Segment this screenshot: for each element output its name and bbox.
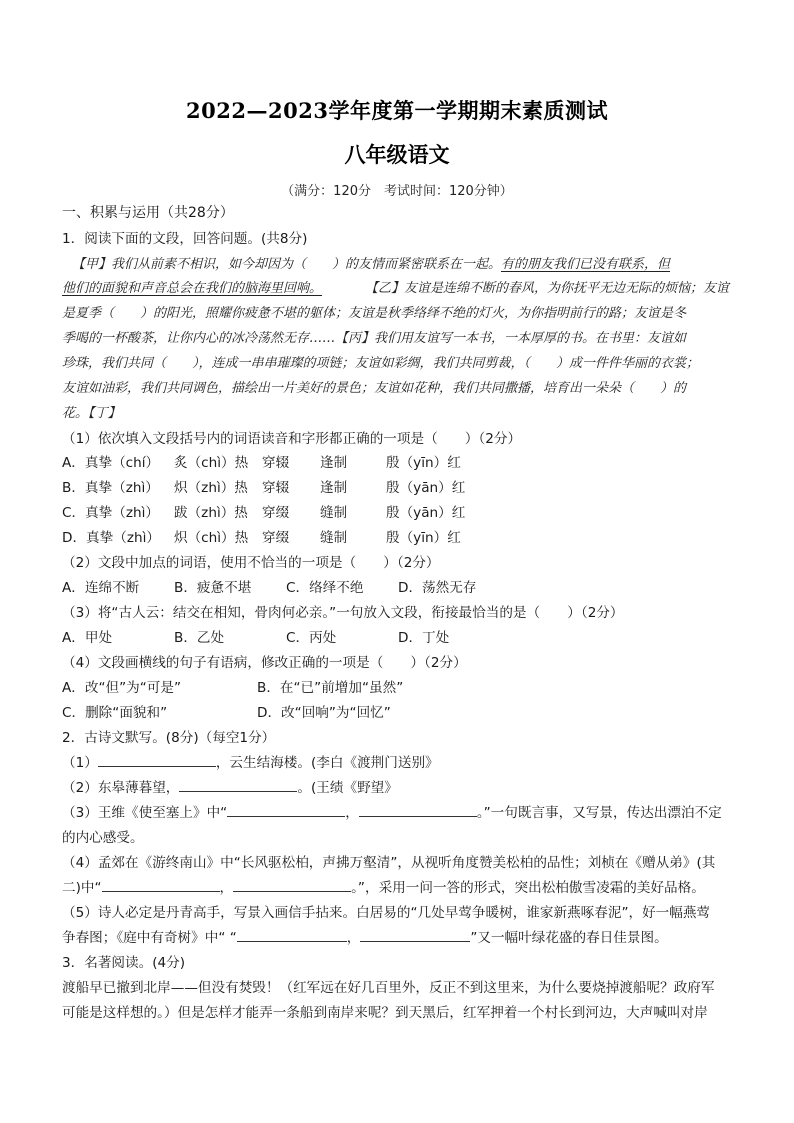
q1-sub3-option-b[interactable]: B．乙处	[174, 630, 225, 646]
q1-sub4-option-b[interactable]: B．在“已”前增加“虽然”	[257, 680, 404, 696]
q1-stem: 1．阅读下面的文段，回答问题。(共8分)	[62, 231, 308, 247]
q2-item-4b: 二)中“ ， 。”，采用一问一答的形式，突出松柏傲雪凌霜的美好品格。	[62, 876, 734, 896]
q3-passage-line-1: 渡船早已撤到北岸——但没有焚毁！（红军远在好几百里外，反正不到这里来，为什么要烧掉渡船呢？政府军	[62, 980, 715, 996]
answer-blank[interactable]	[179, 777, 297, 792]
passage-line-5: 珍珠，我们共同（ ），连成一串串璀璨的项链；友谊如彩绸，我们共同剪裁，（ ）成一件件华丽的衣裳；	[62, 356, 700, 371]
exam-subject: 八年级语文	[344, 142, 450, 167]
q1-sub3-option-a[interactable]: A．甲处	[62, 630, 113, 646]
q1-sub2-option-b[interactable]: B．疲惫不堪	[174, 580, 252, 596]
passage-line-7: 花。【丁】	[62, 406, 121, 421]
section-heading: 一、积累与运用（共28分）	[62, 205, 234, 221]
answer-blank[interactable]	[227, 802, 345, 817]
q3-passage-line-2: 可能是这样想的。）但是怎样才能弄一条船到南岸来呢？到天黑后，红军押着一个村长到河边，大声喊叫对岸	[62, 1005, 708, 1021]
q1-sub1-option-a[interactable]: A．真挚（chí） 炙（chì）热 穿辍 逢制 殷（yīn）红	[62, 455, 461, 471]
answer-blank[interactable]	[359, 802, 477, 817]
q2-stem: 2．古诗文默写。(8分)（每空1分）	[62, 730, 276, 746]
q2-item-4a: （4）孟郊在《游终南山》中“长风驱松柏，声拂万壑清”，从视听角度赞美松柏的品性；刘桢在《赠从弟》(其	[62, 855, 716, 871]
q3-stem: 3．名著阅读。(4分)	[62, 955, 186, 971]
q1-sub4-options-row1	[62, 676, 403, 696]
q2-item-5a: （5）诗人必定是丹青高手，写景入画信手拈来。白居易的“几处早莺争暖树，谁家新燕啄春泥”，好一幅燕莺	[62, 905, 711, 921]
q1-sub3-stem: （3）将“古人云：结交在相知，骨肉何必亲。”一句放入文段，衔接最恰当的是（ ）（2分）	[62, 605, 624, 621]
q1-sub3-option-c[interactable]: C．丙处	[286, 630, 337, 646]
passage-line-4: 季喝的一杯酸茶，让你内心的冰冷荡然无存……【丙】我们用友谊写一本书，一本厚厚的书。在书里：友谊如	[62, 331, 687, 346]
passage-line-3: 是夏季（ ）的阳光，照耀你疲惫不堪的躯体；友谊是秋季络绎不绝的灯火，为你指明前行的路；友谊是冬	[62, 306, 687, 321]
q1-sub4-options-row2	[62, 701, 391, 721]
q2-item-5b: 争春图；《庭中有奇树》中“ “ ， ”又一幅叶绿花盛的春日佳景图。	[62, 926, 734, 946]
q1-sub4-option-d[interactable]: D．改“回响”为“回忆”	[257, 705, 391, 721]
q1-sub4-option-c[interactable]: C．删除“面貌和”	[62, 705, 168, 721]
q2-item-1: （1） ，云生结海楼。(李白《渡荆门送别》	[62, 751, 734, 771]
answer-blank[interactable]	[102, 877, 220, 892]
q1-sub3-option-d[interactable]: D．丁处	[398, 630, 450, 646]
q2-item-3-cont: 的内心感受。	[62, 830, 144, 846]
underlined-sentence: 有的朋友我们已没有联系，但	[501, 257, 671, 272]
q1-sub2-option-c[interactable]: C．络绎不绝	[286, 580, 364, 596]
q1-sub1-stem: （1）依次填入文段括号内的词语读音和字形都正确的一项是（ ）（2分）	[62, 431, 522, 447]
exam-title: 2022—2023学年度第一学期期末素质测试	[186, 98, 608, 123]
passage-line-2: 他们的面貌和声音总会在我们的脑海里回响。	[62, 281, 323, 296]
answer-blank[interactable]	[233, 877, 351, 892]
q1-sub2-stem: （2）文段中加点的词语，使用不恰当的一项是（ ）（2分）	[62, 555, 440, 571]
q1-sub1-option-d[interactable]: D．真挚（zhì） 炽（chì）热 穿缀 缝制 殷（yīn）红	[62, 530, 461, 546]
answer-blank[interactable]	[237, 927, 347, 942]
q1-sub1-option-c[interactable]: C．真挚（zhì） 跋（zhì）热 穿缀 缝制 殷（yān）红	[62, 505, 466, 521]
passage-line-2b: 【乙】友谊是连绵不断的春风，为你抚平无边无际的烦恼；友谊	[365, 281, 730, 296]
q2-item-2: （2）东皋薄暮望， 。(王绩《野望》	[62, 776, 734, 796]
q1-sub2-options	[62, 576, 476, 596]
q1-sub4-option-a[interactable]: A．改“但”为“可是”	[62, 680, 182, 696]
passage-line-1: 【甲】我们从前素不相识，如今却因为（ ）的友情而紧密联系在一起。有的朋友我们已没有联系，但	[72, 257, 671, 272]
q1-sub3-options	[62, 626, 449, 646]
exam-meta: （满分：120分 考试时间：120分钟）	[281, 184, 513, 199]
q1-sub2-option-d[interactable]: D．荡然无存	[398, 580, 477, 596]
q1-sub1-option-b[interactable]: B．真挚（zhì） 炽（zhì）热 穿辍 逢制 殷（yān）红	[62, 480, 466, 496]
answer-blank[interactable]	[360, 927, 470, 942]
answer-blank[interactable]	[98, 752, 216, 767]
q1-sub4-stem: （4）文段画横线的句子有语病，修改正确的一项是（ ）（2分）	[62, 655, 467, 671]
q2-item-3: （3）王维《使至塞上》中“ ， 。”一句既言事，又写景，传达出漂泊不定	[62, 801, 734, 821]
q1-sub2-option-a[interactable]: A．连绵不断	[62, 580, 140, 596]
passage-line-6: 友谊如油彩，我们共同调色，描绘出一片美好的景色；友谊如花种，我们共同撒播，培育出一朵朵（ ）的	[62, 381, 687, 396]
